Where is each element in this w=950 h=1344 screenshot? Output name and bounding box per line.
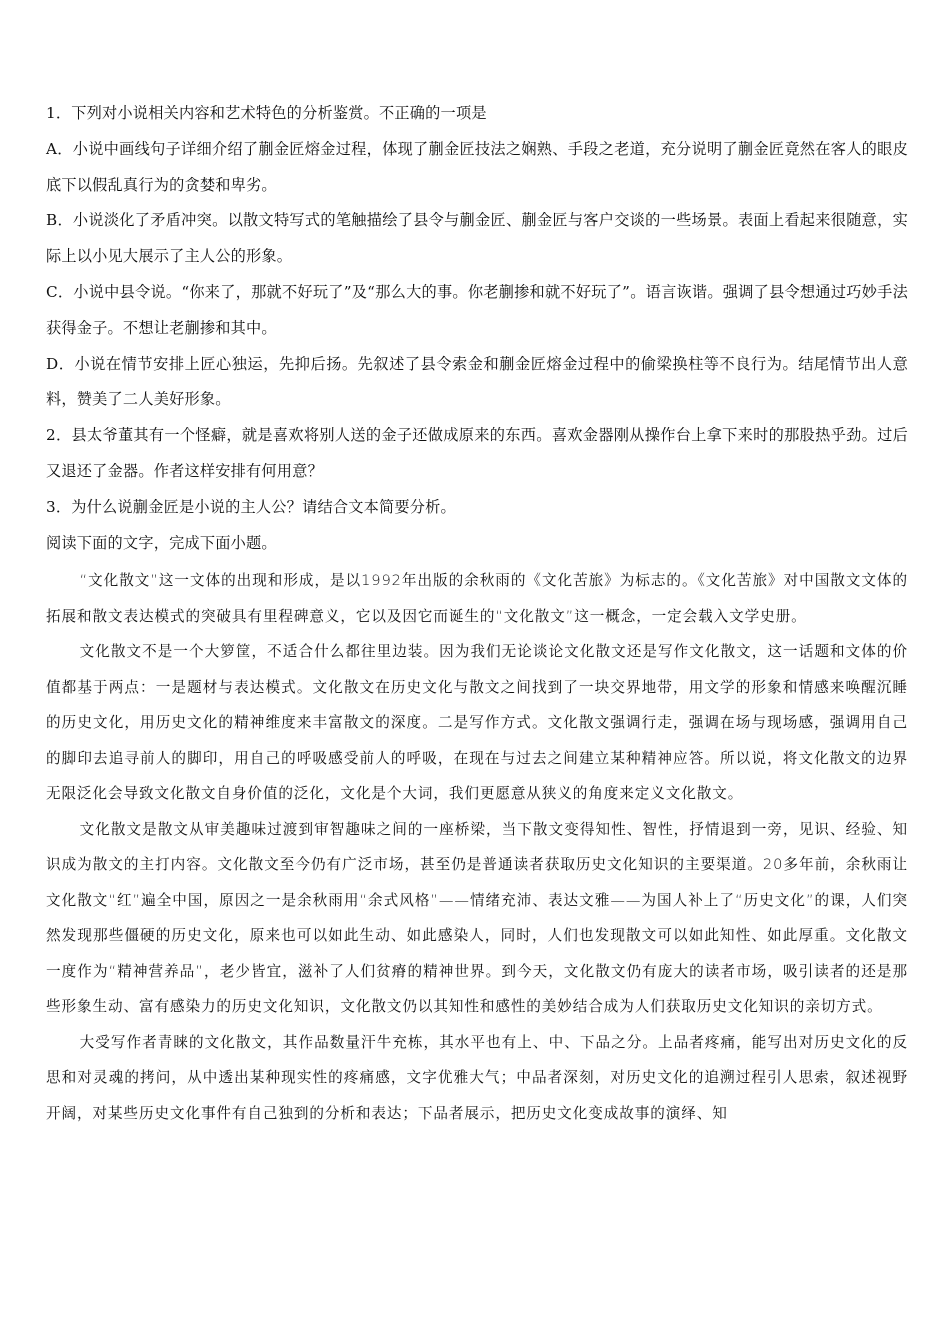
option-d: D．小说在情节安排上匠心独运，先抑后扬。先叙述了县令索金和蒯金匠熔金过程中的偷梁换柱等不良行为。结尾情节出人意料，赞美了二人美好形象。: [46, 354, 908, 409]
passage-paragraph-3: 文化散文是散文从审美趣味过渡到审智趣味之间的一座桥梁，当下散文变得知性、智性，抒情退到一旁，见识、经验、知识成为散文的主打内容。文化散文至今仍有广泛市场，甚至仍是普通读者获取历史文化知识的主要渠道。20多年前，余秋雨让文化散文“红”遍全中国，原因之一是余秋雨用“余式风格”——情绪充沛、表达文雅——为国人补上了“历史文化”的课，人们突然发现那些僵硬的历史文化，原来也可以如此生动、如此感染人，同时，人们也发现散文可以如此知性、如此厚重。文化散文一度作为“精神营养品”，老少皆宜，滋补了人们贫瘠的精神世界。到今天，文化散文仍有庞大的读者市场，吸引读者的还是那些形象生动、富有感染力的历史文化知识，文化散文仍以其知性和感性的美妙结合成为人们获取历史文化知识的亲切方式。: [46, 820, 908, 1016]
reading-passage: [46, 563, 908, 1131]
option-a: A．小说中画线句子详细介绍了蒯金匠熔金过程，体现了蒯金匠技法之娴熟、手段之老道，充分说明了蒯金匠竟然在客人的眼皮底下以假乱真行为的贪婪和卑劣。: [46, 139, 908, 194]
passage-paragraph-2: 文化散文不是一个大箩筐，不适合什么都往里边装。因为我们无论谈论文化散文还是写作文化散文，这一话题和文体的价值都基于两点：一是题材与表达模式。文化散文在历史文化与散文之间找到了一块交界地带，用文学的形象和情感来唤醒沉睡的历史文化，用历史文化的精神维度来丰富散文的深度。二是写作方式。文化散文强调行走，强调在场与现场感，强调用自己的脚印去追寻前人的脚印，用自己的呼吸感受前人的呼吸，在现在与过去之间建立某种精神应答。所以说，将文化散文的边界无限泛化会导致文化散文自身价值的泛化，文化是个大词，我们更愿意从狭义的角度来定义文化散文。: [46, 643, 908, 803]
passage-paragraph-1: “文化散文”这一文体的出现和形成，是以1992年出版的余秋雨的《文化苦旅》为标志的。《文化苦旅》对中国散文文体的拓展和散文表达模式的突破具有里程碑意义，它以及因它而诞生的“文化散文”这一概念，一定会载入文学史册。: [46, 572, 908, 625]
option-b: B．小说淡化了矛盾冲突。以散文特写式的笔触描绘了县令与蒯金匠、蒯金匠与客户交谈的一些场景。表面上看起来很随意，实际上以小见大展示了主人公的形象。: [46, 211, 908, 266]
question-1: 1．下列对小说相关内容和艺术特色的分析鉴赏。不正确的一项是: [46, 104, 487, 122]
option-c: C．小说中县令说。“你来了，那就不好玩了”及“那么大的事。你老蒯掺和就不好玩了”。语言诙谐。强调了县令想通过巧妙手法获得金子。不想让老蒯掺和其中。: [46, 282, 908, 337]
question-3: 3．为什么说蒯金匠是小说的主人公？请结合文本简要分析。: [46, 497, 456, 516]
reading-instruction: 阅读下面的文字，完成下面小题。: [46, 533, 277, 552]
question-list: [46, 96, 908, 526]
passage-paragraph-4: 大受写作者青睐的文化散文，其作品数量汗牛充栋，其水平也有上、中、下品之分。上品者疼痛，能写出对历史文化的反思和对灵魂的拷问，从中透出某种现实性的疼痛感，文字优雅大气；中品者深刻，对历史文化的追溯过程引人思索，叙述视野开阔，对某些历史文化事件有自己独到的分析和表达；下品者展示，把历史文化变成故事的演绎、知: [46, 1033, 908, 1122]
question-2: 2．县太爷董其有一个怪癖，就是喜欢将别人送的金子还做成原来的东西。喜欢金器刚从操作台上拿下来时的那股热乎劲。过后又退还了金器。作者这样安排有何用意？: [46, 426, 908, 480]
document-page: [46, 96, 908, 1131]
